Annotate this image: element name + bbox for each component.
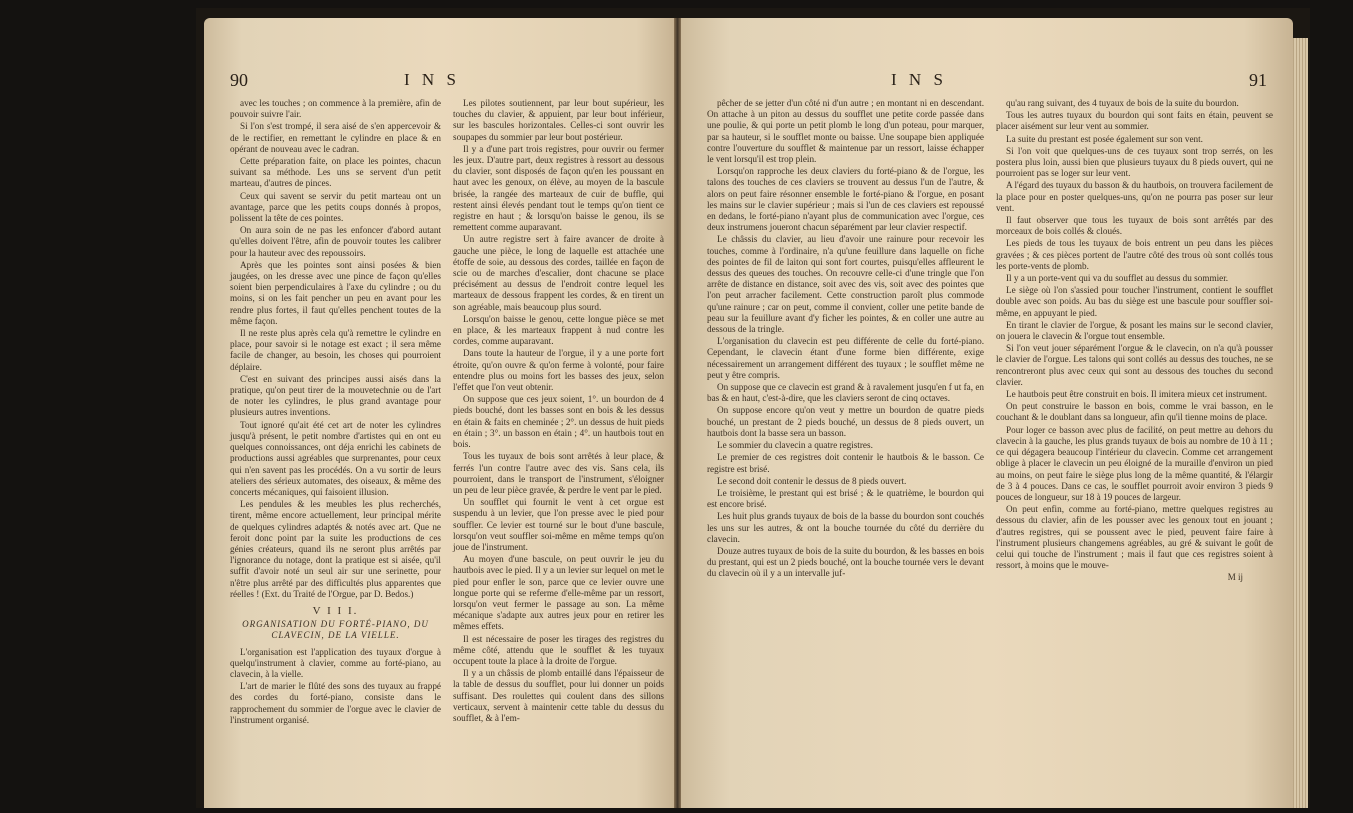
book-gutter [674,18,681,808]
paragraph: Les pendules & les meubles les plus recherchés, tirent, même encore actuellement, leur principal mérite de quelques cylindres adaptés & notés avec art. Que ne feroit donc point par la suite les productions de ces génies créateurs, quand ils ne seront plus arrêtés par l'ignorance du notage, dont la pratique est si aisée, qu'il suffit d'avoir noté un seul air sur une serinette, pour n'être plus arrêté par des difficultés plus apparentes que réelles ! (Ext. du Traité de l'Orgue, par D. Bedos.) [230,499,441,599]
paragraph: Au moyen d'une bascule, on peut ouvrir le jeu du hautbois avec le pied. Il y a un levier sur lequel on met le pied pour enfler le son, parce que ce levier ouvre une longue porte qui se referme d'elle-même par un ressort, lorsqu'on veut fermer le passage au son. La même mécanique s'adapte aux autres jeux pour en retirer les mêmes effets. [453,554,664,632]
paragraph: On peut construire le basson en bois, comme le vrai basson, en le couchant & le doublant dans sa longueur, afin qu'il tienne moins de place. [996,401,1273,423]
paragraph: En tirant le clavier de l'orgue, & posant les mains sur le second clavier, on jouera le clavecin & l'orgue tout ensemble. [996,319,1273,342]
paragraph: qu'au rang suivant, des 4 tuyaux de bois de la suite du bourdon. [1006,98,1239,108]
paragraph: La suite du prestant est posée également sur son vent. [1006,133,1203,144]
right-column-1 [707,98,984,584]
signature-mark: M ij [1227,572,1243,583]
section-title: ORGANISATION DU FORTÉ-PIANO, DU CLAVECIN, DE LA VIELLE. [242,619,429,641]
paragraph: Un soufflet qui fournit le vent à cet orgue est suspendu à un levier, que l'on presse avec le pied pour souffler. Ce levier est tourné sur le bout d'une bascule, lorsqu'on veut souffler soi-même en même temps qu'on joue de l'instrument. [453,497,664,552]
left-column-1 [230,98,441,727]
paragraph: A l'égard des tuyaux du basson & du hautbois, on trouvera facilement de la place pour en poster quelques-uns, qu'on ne pourra pas poser sur leur vent. [996,180,1273,213]
section-number: V I I I. [312,604,359,617]
left-running-head: I N S [404,70,460,89]
paragraph: Le troisième, le prestant qui est brisé ; & le quatrième, le bourdon qui est encore brisé. [707,487,984,510]
paragraph: Il y a un châssis de plomb entaillé dans l'épaisseur de la table de dessus du soufflet, pour lui donner un poids suffisant. Des roulettes qui coulent dans des sillons verticaux, servent à maintenir cette table du dessus du soufflet, & à l'em- [453,668,664,723]
paragraph: L'organisation du clavecin est peu différente de celle du forté-piano. Cependant, le clavecin étant d'une forme bien différente, exige nécessairement un arrangement différent des tuyaux ; le soufflet même ne peut y être compris. [707,336,984,380]
right-running-head: I N S [891,70,947,89]
paragraph: Cette préparation faite, on place les pointes, chacun suivant sa méthode. Les uns se servent d'un petit marteau, d'autres de pinces. [230,156,441,189]
right-page [681,18,1293,808]
paragraph: Les pilotes soutiennent, par leur bout supérieur, les touches du clavier, & appuient, par leur bout inférieur, sur les bascules horizontales. Celles-ci sont ouvrir les soupapes du sommier par leur bout postérieur. [453,98,664,142]
paragraph: Si l'on voit que quelques-uns de ces tuyaux sont trop serrés, on les postera plus loin, aussi bien que plusieurs tuyaux du 8 pieds ouvert, qui ne pourroient pas se loger sur leur vent. [996,145,1273,179]
left-page-number: 90 [230,70,248,90]
paragraph: L'art de marier le flûté des sons des tuyaux au frappé des cordes du forté-piano, consiste dans le rapprochement du sommier de l'orgue avec le clavier de l'instrument organisé. [230,681,441,725]
paragraph: C'est en suivant des principes aussi aisés dans la pratique, qu'on peut tirer de la mouvetechnie ou de l'art de noter les cylindres, le plus grand avantage pour plusieurs autres inventions. [230,373,441,418]
right-columns [707,98,1273,584]
paragraph: Tous les tuyaux de bois sont arrêtés à leur place, & ferrés l'un contre l'autre avec des vis. Sans cela, ils pourroient, dans le transport de l'instrument, s'éloigner un peu de leur pièce gravée, & perdre le vent par le pied. [453,451,664,495]
paragraph: avec les touches ; on commence à la première, afin de pouvoir suivre l'air. [230,98,441,120]
paragraph: On suppose encore qu'on veut y mettre un bourdon de quatre pieds bouché, un prestant de 2 pieds bouché, un dessus de 8 pieds ouvert, un hautbois dont la basse sera un basson. [707,405,984,438]
paragraph: Le premier de ces registres doit contenir le hautbois & le basson. Ce registre est brisé. [707,452,984,474]
paragraph: Après que les pointes sont ainsi posées & bien jaugées, on les dresse avec une pince de façon qu'elles soient bien perpendiculaires à l'axe du cylindre ; ou du moins, si on les fait pencher un peu en avant pour les rendre plus fortes, il faut qu'elles penchent toutes de la même façon. [230,259,441,326]
paragraph: Il faut observer que tous les tuyaux de bois sont arrêtés par des morceaux de bois collés & cloués. [996,215,1273,237]
paragraph: Il ne reste plus après cela qu'à remettre le cylindre en place, pour savoir si le notage est exact ; il sera même facile de changer, au besoin, les choses qui pourroient déplaire. [230,328,441,372]
paragraph: Si l'on s'est trompé, il sera aisé de s'en appercevoir & de le rectifier, en remettant le cylindre en place & en opérant de nouveau avec le cadran. [230,121,441,154]
paragraph: Le siège où l'on s'assied pour toucher l'instrument, contient le soufflet double avec son poids. Au bas du siège est une bascule pour souffler soi-même, en appuyant le pied. [996,285,1273,318]
paragraph: Lorsqu'on baisse le genou, cette longue pièce se met en place, & les marteaux frappent à nud contre les cordes, comme auparavant. [453,313,664,347]
right-column-2 [996,98,1273,584]
left-page [204,18,674,808]
paragraph: Les pieds de tous les tuyaux de bois entrent un peu dans les pièces gravées ; & ces pièces portent de l'autre côté des trous où sont collés tous les porte-vents de plomb. [996,238,1273,271]
left-columns [230,98,664,727]
paragraph: Un autre registre sert à faire avancer de droite à gauche une pièce, le long de laquelle est attachée une étoffe de soie, au dessous des cordes, taillée en façon de scie ou de marches d'escalier, dont chacune se place précisément au dessus de l'endroit contre lequel les marteaux de dessous frappent les cordes, & en tirent un son agréable, mais beaucoup plus sourd. [453,234,664,312]
left-column-2 [453,98,664,727]
paragraph: Le châssis du clavier, au lieu d'avoir une rainure pour recevoir les touches, comme à l'ordinaire, n'a qu'une feuillure dans laquelle on fiche des pointes de fil de laiton qui sont fort courtes, puisqu'elles affleurent le dessus des queues des touches. On recouvre celle-ci d'une tringle que l'on arrête de distance en distance, soit avec des vis, soit avec des pointes que l'on peut arracher facilement. Cette construction paroît plus commode qu'une rainure ; car on peut, comme il convient, coller une petite bande de peau sur la feuillure avant d'y ficher les pointes, & en coller une autre au dessous de la tringle. [707,234,984,335]
paragraph: On suppose que ces jeux soient, 1°. un bourdon de 4 pieds bouché, dont les basses sont en bois & les dessus en étain & faits en cheminée ; 2°. un dessus de huit pieds en étain ; 3°. un basson en étain ; 4°. un hautbois tout en bois. [453,394,664,450]
paragraph: Il y a un porte-vent qui va du soufflet au dessus du sommier. [1006,273,1229,284]
paragraph: Le second doit contenir le dessus de 8 pieds ouvert. [717,475,907,486]
page-edges [1293,38,1308,808]
paragraph: On suppose que ce clavecin est grand & à ravalement jusqu'en f ut fa, en bas & en haut, c'est-à-dire, que les claviers seront de cinq octaves. [707,382,984,404]
right-page-number: 91 [1249,70,1267,90]
paragraph: Dans toute la hauteur de l'orgue, il y a une porte fort étroite, qu'on ouvre & qu'on ferme à volonté, pour faire entendre plus ou moins fort les basses des jeux, selon l'effet que l'on veut obtenir. [453,348,664,393]
paragraph: On peut enfin, comme au forté-piano, mettre quelques registres au dessous du clavier, afin de les pousser avec les genoux tout en jouant ; d'autres registres, qui se poussent avec le pied, peuvent faire faire à l'instrument plusieurs changemens agréables, au gré & suivant le goût de celui qui touche de l'instrument ; mais il faut que ces registres soient à ressort, à moins que le mouve- [996,504,1273,571]
paragraph: Il est nécessaire de poser les tirages des registres du même côté, attendu que le soufflet & les tuyaux occupent toute la place à la droite de l'orgue. [453,633,664,666]
open-book [196,8,1310,808]
paragraph: Si l'on veut jouer séparément l'orgue & le clavecin, on n'a qu'à pousser le clavier de l'orgue. Les talons qui sont collés au dessus des touches, ne se rencontreront plus avec ceux qui sont au dessous des touches du second clavier. [996,343,1273,387]
paragraph: Les huit plus grands tuyaux de bois de la basse du bourdon sont couchés les uns sur les autres, & ont la bouche tournée du côté du derrière du clavecin. [707,511,984,544]
paragraph: Le sommier du clavecin a quatre registres. [717,440,873,451]
paragraph: Pour loger ce basson avec plus de facilité, on peut mettre au dehors du clavecin à la gauche, les plus grands tuyaux de bois au nombre de 10 à 11 ; ce qui dégagera beaucoup l'intérieur du clavecin. Comme cet arrangement oblige à placer le clavecin un peu éloigné de la muraille d'environ un pied au moins, on peut faire le siège plus long de la même quantité, & l'élargir de 3 à 4 pouces. Dans ce cas, le soufflet pourroit avoir environ 3 pieds 9 pouces de longueur, sur 18 à 19 pouces de largeur. [996,424,1273,502]
paragraph: Douze autres tuyaux de bois de la suite du bourdon, & les basses en bois du prestant, qui est un 2 pieds bouché, ont la bouche tournée vers le devant du clavecin où il y a un intervalle juf- [707,545,984,579]
paragraph: pêcher de se jetter d'un côté ni d'un autre ; en montant ni en descendant. On attache à un piton au dessus du soufflet une petite corde passée dans une poulie, & qui porte un petit plomb le long d'un poteau, pour marquer, par sa hauteur, si le soufflet monte ou baisse. Une soupape bien appliquée contre l'ouverture du soufflet & maintenue par un ressort, laisse échapper le vent lorsqu'il est trop plein. [707,98,984,165]
paragraph: Il y a d'une part trois registres, pour ouvrir ou fermer les jeux. D'autre part, deux registres à ressort au dessous du clavier, sont disposés de façon qu'en les poussant en haut avec les genoux, on élève, au moyen de la bascule brisée, la rangée des marteaux de cuir de buffle, qui restent ainsi élevés pendant tout le temps qu'on tient ce registre en haut ; & lorsqu'on baisse le genou, ils se remettent comme auparavant. [453,143,664,233]
paragraph: Lorsqu'on rapproche les deux claviers du forté-piano & de l'orgue, les talons des touches de ces claviers se trouvent au dessus l'un de l'autre, & alors on peut faire résonner ensemble le forté-piano & l'orgue, en posant les mains sur le clavier supérieur ; mais si l'un de ces claviers est repoussé en dedans, le forté-piano n'ayant plus de communication avec l'orgue, ces deux instrumens joueront chacun séparément par leur clavier respectif. [707,166,984,233]
paragraph: Tout ignoré qu'ait été cet art de noter les cylindres jusqu'à présent, le petit nombre d'artistes qui en ont eu quelques connoissances, ont déja enrichi les cabinets de productions aussi agréables que surprenantes, pour ceux qui n'en savent pas les procédés. On a vu sortir de leurs ateliers des sérieux automates, des oiseaux, & même des concerts mécaniques, qui faisoient illusion. [230,419,441,497]
paragraph: L'organisation est l'application des tuyaux d'orgue à quelqu'instrument à clavier, comme au forté-piano, au clavecin, à la vielle. [230,646,441,679]
paragraph: On aura soin de ne pas les enfoncer d'abord autant qu'elles doivent l'être, afin de pouvoir toutes les calibrer pour la hauteur avec des repoussoirs. [230,225,441,258]
paragraph: Ceux qui savent se servir du petit marteau ont un avantage, parce que les petits coups donnés à propos, polissent la tête de ces pointes. [230,190,441,224]
paragraph: Tous les autres tuyaux du bourdon qui sont faits en étain, peuvent se placer aisément sur leur vent au sommier. [996,110,1273,132]
paragraph: Le hautbois peut être construit en bois. Il imitera mieux cet instrument. [1006,389,1268,400]
